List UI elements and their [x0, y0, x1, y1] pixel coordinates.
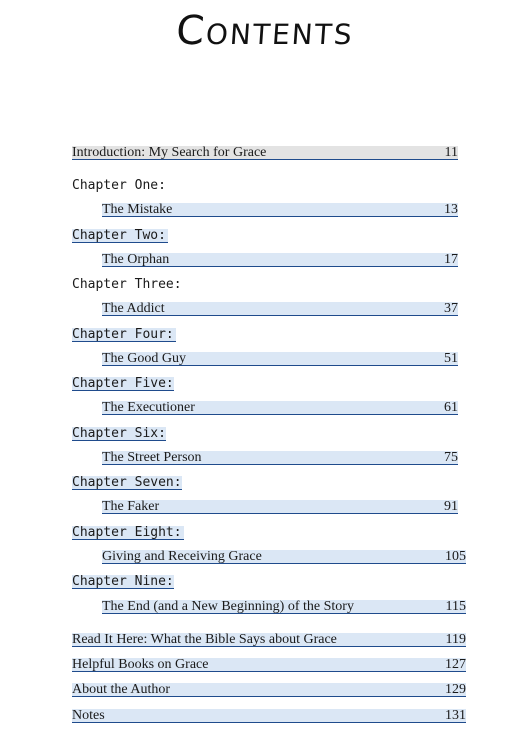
toc-entry-the-orphan[interactable]	[102, 252, 458, 268]
chapter-heading-label: Chapter Three:	[72, 277, 182, 292]
page-title: Contents	[174, 8, 356, 54]
toc-entry-the-end[interactable]	[102, 599, 466, 615]
toc-entry-the-street-person[interactable]	[102, 450, 458, 466]
toc-entry-title: The Executioner	[102, 400, 195, 415]
chapter-heading-label: Chapter One:	[72, 178, 166, 193]
toc-chapter-heading[interactable]	[72, 574, 458, 590]
toc-entry-title: The Street Person	[102, 450, 202, 465]
toc-entry-title: The End (and a New Beginning) of the Story	[102, 599, 354, 614]
toc-entry-page: 131	[445, 708, 466, 723]
toc-entry-page: 127	[445, 657, 466, 672]
toc-entry-the-mistake[interactable]	[102, 202, 458, 218]
chapter-heading-label: Chapter Two:	[72, 228, 166, 243]
toc-chapter-heading[interactable]	[72, 228, 458, 244]
toc-entry-title: The Addict	[102, 301, 165, 316]
toc-entry-the-faker[interactable]	[102, 499, 458, 515]
toc-chapter-heading[interactable]	[72, 426, 458, 442]
toc-entry-title: The Mistake	[102, 202, 173, 217]
toc-entry-page: 37	[444, 301, 458, 316]
toc-entry-title: The Faker	[102, 499, 160, 514]
toc-entry-title: The Orphan	[102, 252, 170, 267]
toc-entry-title: The Good Guy	[102, 351, 186, 366]
toc-entry-the-addict[interactable]	[102, 301, 458, 317]
toc-entry-page: 129	[445, 682, 466, 697]
chapter-heading-label: Chapter Six:	[72, 426, 166, 441]
toc-entry-title: Helpful Books on Grace	[72, 657, 209, 672]
link-highlight	[72, 709, 466, 723]
toc-entry-title: Giving and Receiving Grace	[102, 549, 262, 564]
toc-entry-giving-and-receiving-grace[interactable]	[102, 549, 466, 565]
toc-entry-page: 91	[444, 499, 458, 514]
toc-entry-page: 105	[445, 549, 466, 564]
toc-chapter-heading	[72, 277, 458, 293]
toc-chapter-heading[interactable]	[72, 475, 458, 491]
toc-entry-title: Notes	[72, 708, 105, 723]
toc-entry-page: 13	[444, 202, 458, 217]
toc-entry-title: Read It Here: What the Bible Says about Grace	[72, 632, 337, 647]
toc-entry-the-good-guy[interactable]	[102, 351, 458, 367]
toc-chapter-heading[interactable]	[72, 327, 458, 343]
toc-entry-page: 51	[444, 351, 458, 366]
toc-entry-page: 115	[445, 599, 466, 614]
toc-entry-the-executioner[interactable]	[102, 400, 458, 416]
toc-chapter-heading[interactable]	[72, 525, 458, 541]
toc-entry-notes[interactable]	[72, 708, 466, 724]
toc-entry-helpful-books[interactable]	[72, 657, 466, 673]
toc-entry-introduction[interactable]	[72, 145, 458, 161]
toc-entry-title: Introduction: My Search for Grace	[72, 145, 267, 160]
toc-entry-page: 11	[444, 145, 458, 160]
chapter-heading-label: Chapter Seven:	[72, 475, 182, 490]
chapter-heading-label: Chapter Nine:	[72, 574, 174, 589]
toc-entry-page: 17	[444, 252, 458, 267]
chapter-heading-label: Chapter Four:	[72, 327, 174, 342]
toc-entry-read-it-here[interactable]	[72, 632, 466, 648]
toc-entry-about-the-author[interactable]	[72, 682, 466, 698]
toc-entry-page: 119	[445, 632, 466, 647]
toc-chapter-heading	[72, 178, 458, 194]
toc-entry-page: 75	[444, 450, 458, 465]
toc-entry-page: 61	[444, 400, 458, 415]
chapter-heading-label: Chapter Five:	[72, 376, 174, 391]
chapter-heading-label: Chapter Eight:	[72, 525, 182, 540]
link-underline	[72, 722, 466, 723]
toc-entry-title: About the Author	[72, 682, 170, 697]
toc-chapter-heading[interactable]	[72, 376, 458, 392]
